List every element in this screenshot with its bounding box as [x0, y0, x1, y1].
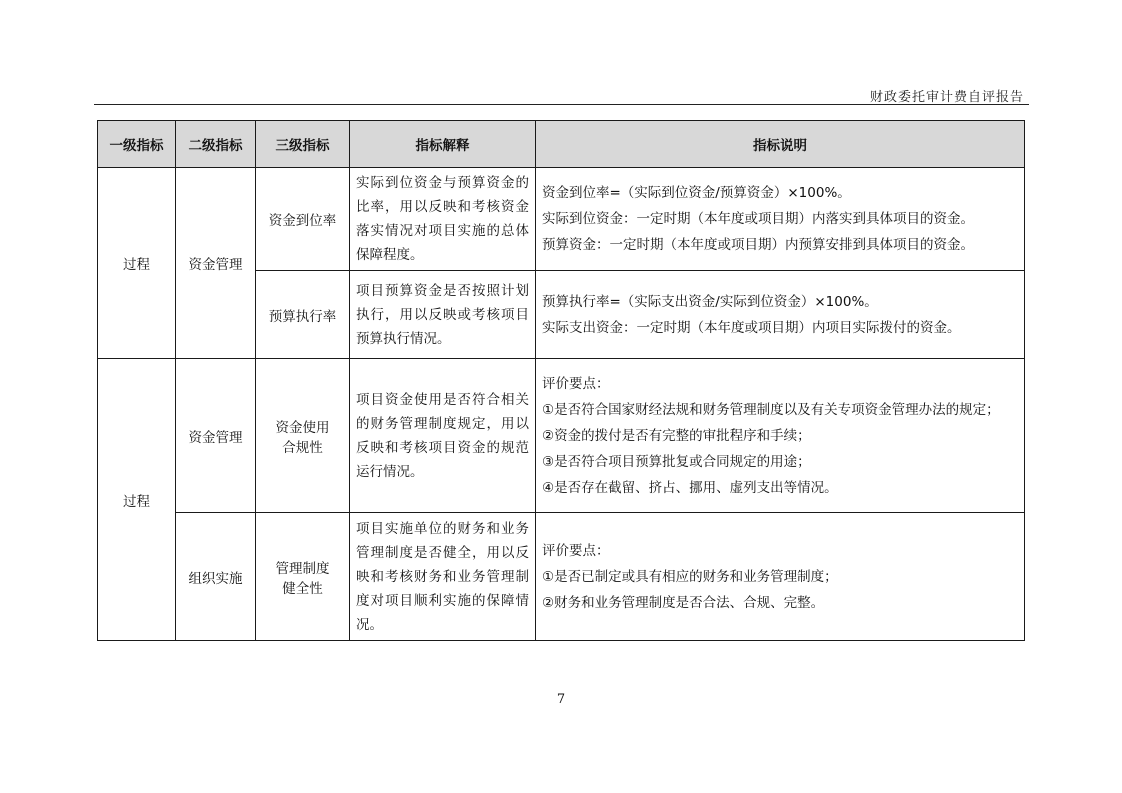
page-number: 7	[556, 692, 566, 707]
description-line: 实际到位资金：一定时期（本年度或项目期）内落实到具体项目的资金。	[542, 211, 974, 227]
description-line: ④是否存在截留、挤占、挪用、虚列支出等情况。	[542, 479, 838, 496]
table-row	[98, 359, 1025, 513]
explanation-cell: 项目资金使用是否符合相关的财务管理制度规定，用以反映和考核项目资金的规范运行情况。	[350, 359, 536, 513]
column-header-level2: 二级指标	[176, 121, 256, 168]
report-header-title: 财政委托审计费自评报告	[869, 90, 1024, 105]
description-line: 预算执行率=（实际支出资金/实际到位资金）×100%。	[542, 293, 878, 310]
description-cell	[536, 168, 1025, 271]
description-line: ②资金的拨付是否有完整的审批程序和手续；	[542, 427, 811, 444]
header-divider	[94, 104, 1029, 105]
level3-cell: 资金使用合规性	[256, 359, 350, 513]
description-line: 实际支出资金：一定时期（本年度或项目期）内项目实际拨付的资金。	[542, 319, 961, 336]
explanation-cell: 实际到位资金与预算资金的比率，用以反映和考核资金落实情况对项目实施的总体保障程度。	[350, 168, 536, 271]
level2-cell: 资金管理	[176, 168, 256, 359]
description-line: ①是否符合国家财经法规和财务管理制度以及有关专项资金管理办法的规定；	[542, 401, 1000, 418]
description-cell	[536, 271, 1025, 359]
indicator-table	[97, 120, 1025, 641]
table-header-row	[98, 121, 1025, 168]
description-line: ①是否已制定或具有相应的财务和业务管理制度；	[542, 568, 838, 585]
table-row	[98, 168, 1025, 271]
explanation-cell: 项目实施单位的财务和业务管理制度是否健全，用以反映和考核财务和业务管理制度对项目顺利实施的保障情况。	[350, 513, 536, 641]
description-line: 评价要点：	[542, 542, 610, 559]
column-header-explanation: 指标解释	[350, 121, 536, 168]
level3-cell: 资金到位率	[256, 168, 350, 271]
column-header-level1: 一级指标	[98, 121, 176, 168]
description-line: 资金到位率=（实际到位资金/预算资金）×100%。	[542, 185, 851, 201]
table-row	[98, 513, 1025, 641]
description-cell	[536, 359, 1025, 513]
description-line: 评价要点：	[542, 375, 610, 392]
column-header-level3: 三级指标	[256, 121, 350, 168]
level3-cell: 管理制度健全性	[256, 513, 350, 641]
description-cell	[536, 513, 1025, 641]
explanation-cell: 项目预算资金是否按照计划执行，用以反映或考核项目预算执行情况。	[350, 271, 536, 359]
level2-cell: 资金管理	[176, 359, 256, 513]
level1-cell: 过程	[98, 168, 176, 359]
description-line: ②财务和业务管理制度是否合法、合规、完整。	[542, 594, 825, 611]
level3-cell: 预算执行率	[256, 271, 350, 359]
description-line: ③是否符合项目预算批复或合同规定的用途；	[542, 453, 811, 470]
description-line: 预算资金：一定时期（本年度或项目期）内预算安排到具体项目的资金。	[542, 237, 974, 253]
level2-cell: 组织实施	[176, 513, 256, 641]
level1-cell: 过程	[98, 359, 176, 641]
column-header-description: 指标说明	[536, 121, 1025, 168]
